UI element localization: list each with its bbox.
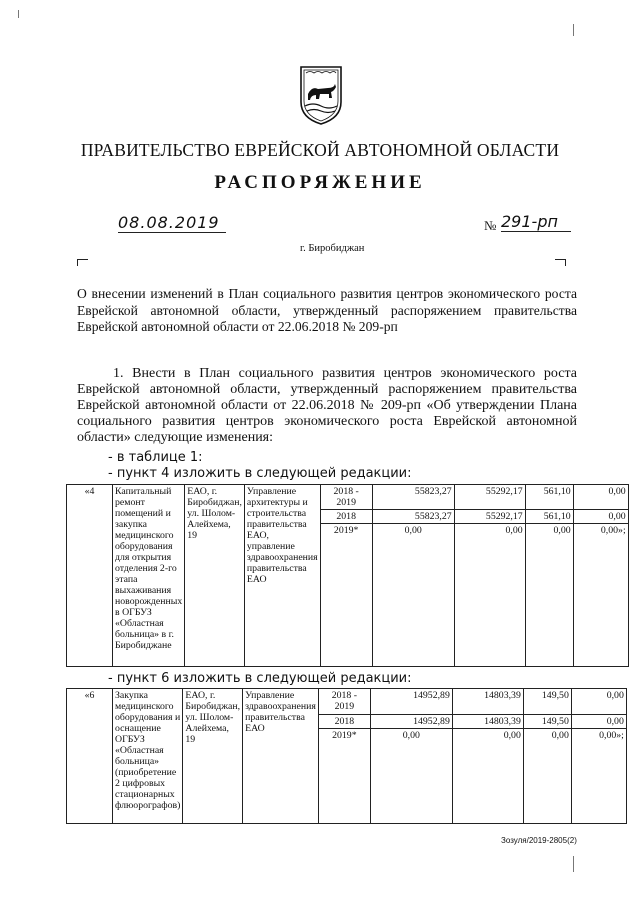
right-corner-mark	[555, 259, 566, 266]
item-executor: Управление здравоохранения правительства ЕАО	[243, 689, 319, 824]
period-cell: 2019*	[318, 729, 370, 824]
period-cell: 2018	[318, 714, 370, 728]
item-address: ЕАО, г. Биробиджан, ул. Шолом-Алейхема, 19	[183, 689, 243, 824]
document-number: 291-рп	[501, 213, 571, 232]
total-cell: 0,00	[370, 729, 452, 824]
value-cell: 149,50	[523, 714, 571, 728]
document-type-title: РАСПОРЯЖЕНИЕ	[214, 172, 426, 193]
value-cell: 0,00	[452, 729, 523, 824]
period-cell: 2018	[320, 510, 372, 524]
period-cell: 2018 - 2019	[320, 485, 372, 510]
value-cell: 0,00»;	[573, 524, 628, 667]
total-cell: 14952,89	[370, 689, 452, 715]
city-label: г. Биробиджан	[300, 243, 365, 254]
value-cell: 0,00	[573, 510, 628, 524]
body-line-item6: - пункт 6 изложить в следующей редакции:	[108, 671, 412, 686]
value-cell: 55292,17	[454, 485, 525, 510]
left-corner-mark	[77, 259, 88, 266]
item-name: Капитальный ремонт помещений и закупка медицинского оборудования для открытия отделения 2-го этапа выхаживания новорожденных в ОГБУЗ «Областная больница» в г. Биробиджане	[113, 485, 185, 667]
item-address: ЕАО, г. Биробиджан, ул. Шолом-Алейхема, 19	[185, 485, 245, 667]
value-cell: 0,00	[573, 485, 628, 510]
period-cell: 2018 - 2019	[318, 689, 370, 715]
table-row	[67, 689, 627, 715]
value-cell: 561,10	[525, 485, 573, 510]
value-cell: 149,50	[523, 689, 571, 715]
item-name: Закупка медицинского оборудования и оснащение ОГБУЗ «Областная больница» (приобретение 2 цифровых стационарных флюорографов)	[113, 689, 183, 824]
table-row	[67, 485, 629, 510]
footer-reference: Зозуля/2019-2805(2)	[501, 836, 577, 845]
item-number: «4	[67, 485, 113, 667]
amendment-table-item6	[66, 688, 627, 824]
total-cell: 14952,89	[370, 714, 452, 728]
body-paragraph-1: 1. Внести в План социального развития центров экономического роста Еврейской автономной области, утвержденный распоряжением правительства Еврейской автономной области от 22.06.2018 № 209-рп «Об утверждении Плана социального развития центров экономического роста Еврейской автономной области» следующие изменения:	[77, 366, 577, 445]
total-cell: 0,00	[372, 524, 454, 667]
total-cell: 55823,27	[372, 485, 454, 510]
body-line-table: - в таблице 1:	[108, 450, 203, 465]
value-cell: 561,10	[525, 510, 573, 524]
body-line-item4: - пункт 4 изложить в следующей редакции:	[108, 466, 412, 481]
number-sign: №	[484, 218, 497, 233]
value-cell: 0,00»;	[571, 729, 626, 824]
value-cell: 14803,39	[452, 689, 523, 715]
coat-of-arms-icon	[298, 64, 344, 126]
government-title: ПРАВИТЕЛЬСТВО ЕВРЕЙСКОЙ АВТОНОМНОЙ ОБЛАСТИ	[80, 140, 560, 160]
value-cell: 0,00	[525, 524, 573, 667]
document-subject: О внесении изменений в План социального развития центров экономического роста Еврейской автономной области, утвержденный распоряжением правительства Еврейской автономной области от 22.06.2018 № 209-рп	[77, 286, 577, 334]
value-cell: 55292,17	[454, 510, 525, 524]
document-date: 08.08.2019	[118, 214, 226, 233]
amendment-table-item4	[66, 484, 629, 667]
value-cell: 0,00	[571, 689, 626, 715]
scan-mark	[573, 856, 574, 872]
value-cell: 0,00	[571, 714, 626, 728]
item-executor: Управление архитектуры и строительства правительства ЕАО, управление здравоохранения правительства ЕАО	[244, 485, 320, 667]
value-cell: 14803,39	[452, 714, 523, 728]
scan-mark	[573, 24, 574, 36]
value-cell: 0,00	[454, 524, 525, 667]
total-cell: 55823,27	[372, 510, 454, 524]
value-cell: 0,00	[523, 729, 571, 824]
period-cell: 2019*	[320, 524, 372, 667]
scan-mark	[18, 10, 19, 18]
item-number: «6	[67, 689, 113, 824]
